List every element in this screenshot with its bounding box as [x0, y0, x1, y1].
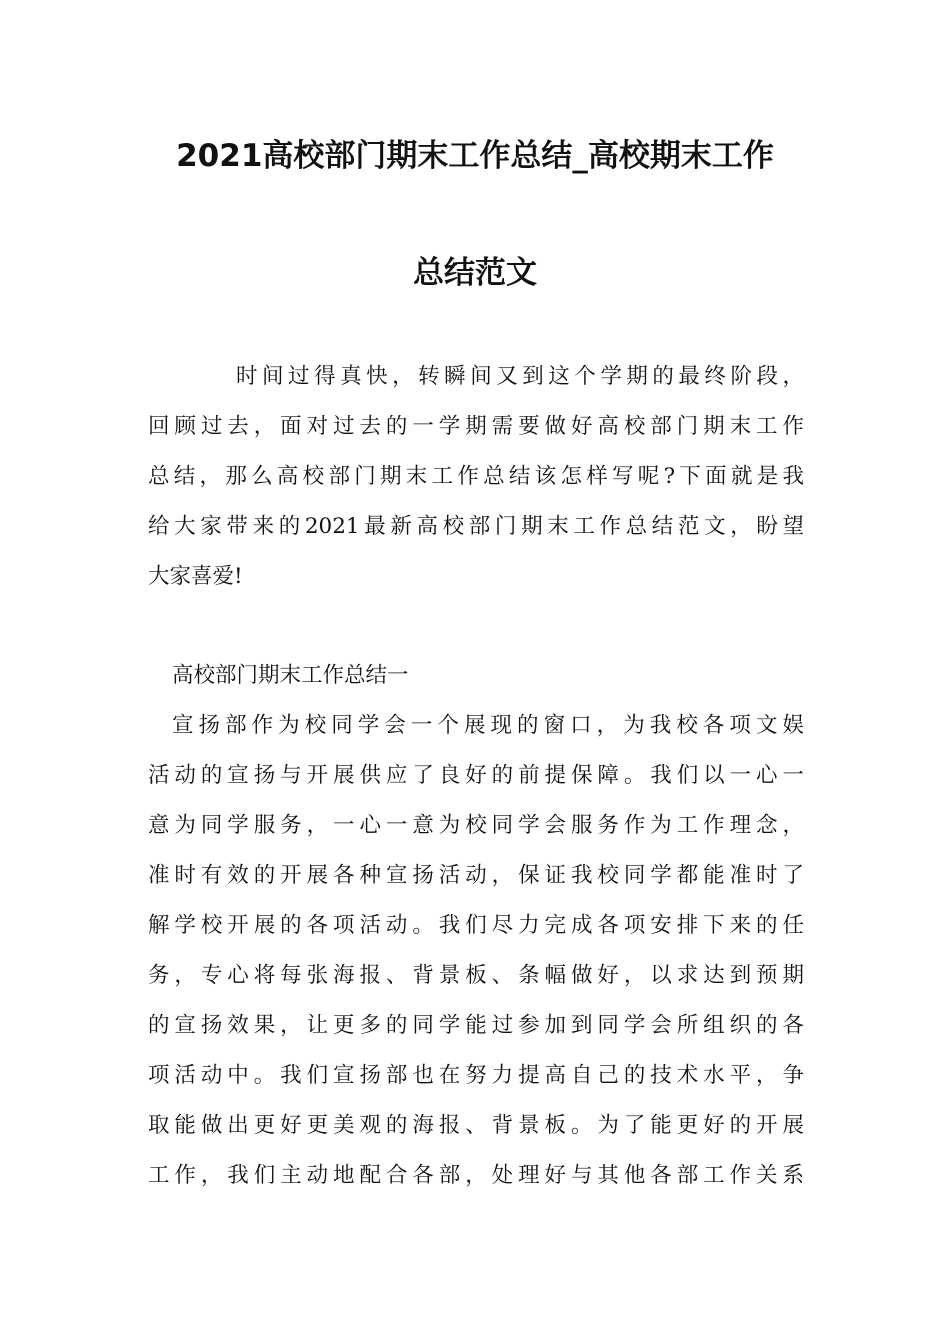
- intro-line: 总结，那么高校部门期末工作总结该怎样写呢?下面就是我: [148, 464, 804, 489]
- intro-line: 给大家带来的2021最新高校部门期末工作总结范文，盼望: [148, 514, 804, 539]
- section-line: 务，专心将每张海报、背景板、条幅做好，以求达到预期: [148, 963, 804, 988]
- document-title-line-1: 2021高校部门期末工作总结_高校期末工作: [176, 138, 774, 174]
- section-line: 工作，我们主动地配合各部，处理好与其他各部工作关系: [148, 1163, 804, 1188]
- document-title-line-2: 总结范文: [413, 255, 537, 291]
- section-line: 准时有效的开展各种宣扬活动，保证我校同学都能准时了: [148, 863, 804, 888]
- section-line: 宣扬部作为校同学会一个展现的窗口，为我校各项文娱: [172, 713, 804, 738]
- intro-line: 回顾过去，面对过去的一学期需要做好高校部门期末工作: [148, 414, 804, 439]
- section-line: 取能做出更好更美观的海报、背景板。为了能更好的开展: [148, 1113, 804, 1138]
- intro-line: 时间过得真快，转瞬间又到这个学期的最终阶段，: [236, 364, 804, 389]
- section-line: 项活动中。我们宣扬部也在努力提高自己的技术水平，争: [148, 1063, 804, 1088]
- section-line: 意为同学服务，一心一意为校同学会服务作为工作理念，: [148, 813, 804, 838]
- section-line: 解学校开展的各项活动。我们尽力完成各项安排下来的任: [148, 913, 804, 938]
- section-line: 的宣扬效果，让更多的同学能过参加到同学会所组织的各: [148, 1013, 804, 1038]
- section-line: 活动的宣扬与开展供应了良好的前提保障。我们以一心一: [148, 763, 804, 788]
- intro-line: 大家喜爱!: [148, 564, 243, 589]
- section-heading: 高校部门期末工作总结一: [172, 663, 409, 688]
